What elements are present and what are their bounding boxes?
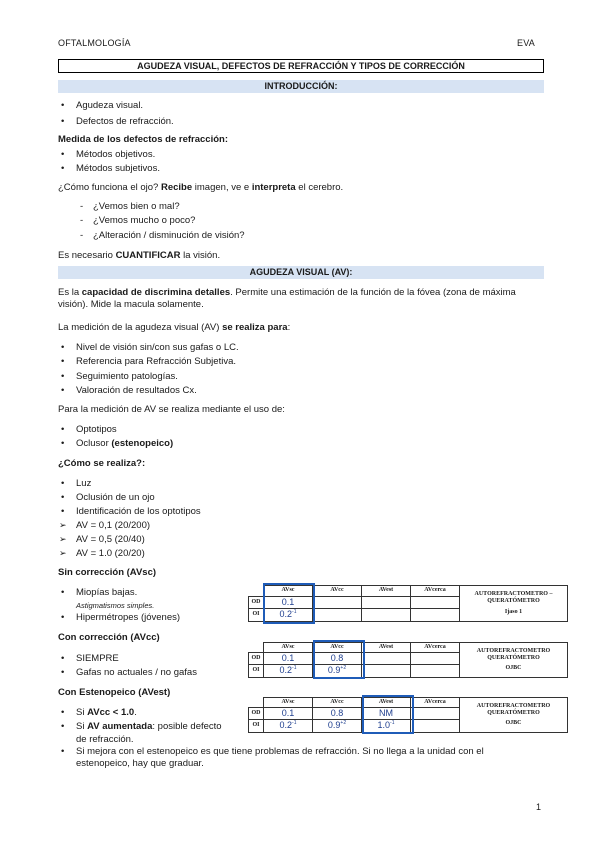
table-row: OD 0.1 0.8 (249, 653, 568, 665)
header-author: EVA (517, 38, 535, 48)
dash-icon: - (80, 230, 84, 241)
est-conclusion: Si mejora con el estenopeico es que tiene problemas de refracción. Si no llega a la unidad con el estenopeico, hay que graduar. (76, 746, 484, 769)
intro-bullet: Agudeza visual. (76, 100, 144, 111)
bullet-icon: • (61, 371, 65, 382)
con-heading: Con corrección (AVcc) (58, 632, 160, 643)
howdone-bullet: Luz (76, 478, 92, 489)
bullet-icon: • (61, 506, 65, 517)
table-row: OD 0.1 0.8 NM (249, 708, 568, 720)
bullet-icon: • (61, 149, 65, 160)
bullet-icon: • (61, 653, 65, 664)
table-row: OI $0.2^{-1}$ (249, 609, 568, 621)
question-item: ¿Alteración / disminución de visión? (93, 230, 245, 241)
table-row: OI $0.2^{-1}$ $0.9^{+2}$ $1.0^{-1}$ (249, 720, 568, 732)
av-scale-item: AV = 0,1 (20/200) (76, 520, 151, 531)
av-definition: Es la capacidad de discrimina detalles. Permite una estimación de la función de la fóvea (zona de máxima visión). Mide la macula solamente. (58, 287, 516, 310)
uses-bullet: Oclusor (estenopeico) (76, 438, 174, 449)
sin-note: Astigmatismos simples. (76, 601, 155, 610)
eye-function-text: ¿Cómo funciona el ojo? Recibe imagen, ve e interpreta el cerebro. (58, 182, 344, 193)
measure-bullet: Métodos objetivos. (76, 149, 156, 160)
howdone-bullet: Oclusión de un ojo (76, 492, 155, 503)
con-bullet: SIEMPRE (76, 653, 119, 664)
howdone-heading: ¿Cómo se realiza?: (58, 458, 146, 469)
arrow-icon: ➢ (59, 548, 67, 558)
sin-heading: Sin corrección (AVsc) (58, 567, 157, 578)
bullet-icon: • (61, 478, 65, 489)
est-bullet-cont: de refracción. (76, 734, 134, 745)
purpose-bullet: Seguimiento patologías. (76, 371, 178, 382)
intro-bullet: Defectos de refracción. (76, 116, 174, 127)
av-scale-item: AV = 1.0 (20/20) (76, 548, 145, 559)
av-scale-item: AV = 0,5 (20/40) (76, 534, 145, 545)
purpose-bullet: Valoración de resultados Cx. (76, 385, 197, 396)
con-bullet: Gafas no actuales / no gafas (76, 667, 197, 678)
est-heading: Con Estenopeico (AVest) (58, 687, 171, 698)
bullet-icon: • (61, 116, 65, 127)
est-bullet: Si AVcc < 1.0. (76, 707, 137, 718)
dash-icon: - (80, 215, 84, 226)
bullet-icon: • (61, 342, 65, 353)
bullet-icon: • (61, 587, 65, 598)
sin-bullet: Miopías bajas. (76, 587, 138, 598)
bullet-icon: • (61, 100, 65, 111)
question-item: ¿Vemos bien o mal? (93, 201, 180, 212)
page-number: 1 (536, 802, 542, 812)
table-row: OD 0.1 (249, 597, 568, 609)
measure-bullet: Métodos subjetivos. (76, 163, 160, 174)
bullet-icon: • (61, 667, 65, 678)
dash-icon: - (80, 201, 84, 212)
measure-heading: Medida de los defectos de refracción: (58, 134, 228, 145)
section-heading-av: AGUDEZA VISUAL (AV): (58, 266, 544, 279)
bullet-icon: • (61, 612, 65, 623)
purpose-bullet: Nivel de visión sin/con sus gafas o LC. (76, 342, 239, 353)
header-subject: OFTALMOLOGÍA (58, 38, 131, 48)
av-uses-intro: Para la medición de AV se realiza mediante el uso de: (58, 404, 285, 415)
bullet-icon: • (61, 492, 65, 503)
bullet-icon: • (61, 707, 65, 718)
arrow-icon: ➢ (59, 534, 67, 544)
est-correction-table: AVsc AVcc AVest AVcerca AUTOREFRACTOMETRO QUERATÓMETRO OJBC OD 0.1 0.8 NM OI $0.2^{-1}$ $0.9^{+2}$ $1.0^{-1}$ (248, 697, 568, 733)
est-bullet: Si AV aumentada: posible defecto (76, 721, 222, 732)
bullet-icon: • (61, 424, 65, 435)
av-purpose-text: La medición de la agudeza visual (AV) se realiza para: (58, 322, 291, 333)
question-item: ¿Vemos mucho o poco? (93, 215, 196, 226)
bullet-icon: • (61, 721, 65, 732)
section-heading-intro: INTRODUCCIÓN: (58, 80, 544, 93)
bullet-icon: • (61, 746, 65, 757)
howdone-bullet: Identificación de los optotipos (76, 506, 201, 517)
bullet-icon: • (61, 356, 65, 367)
table-row: OI $0.2^{-1}$ $0.9^{+2}$ (249, 665, 568, 677)
uses-bullet: Optotipos (76, 424, 117, 435)
quantify-text: Es necesario CUANTIFICAR la visión. (58, 250, 221, 261)
sin-correction-table: AVsc AVcc AVest AVcerca AUTOREFRACTOMETRO – QUERATÓMETRO Ijaso 1 OD 0.1 OI $0.2^{-1}$ (248, 585, 568, 622)
arrow-icon: ➢ (59, 520, 67, 530)
bullet-icon: • (61, 385, 65, 396)
bullet-icon: • (61, 438, 65, 449)
con-correction-table: AVsc AVcc AVest AVcerca AUTOREFRACTOMETRO QUERATÓMETRO OJBC OD 0.1 0.8 OI $0.2^{-1}$ $0.9^{+2}$ (248, 642, 568, 678)
sin-bullet: Hipermétropes (jóvenes) (76, 612, 181, 623)
document-title: AGUDEZA VISUAL, DEFECTOS DE REFRACCIÓN Y TIPOS DE CORRECCIÓN (58, 59, 544, 73)
bullet-icon: • (61, 163, 65, 174)
purpose-bullet: Referencia para Refracción Subjetiva. (76, 356, 237, 367)
